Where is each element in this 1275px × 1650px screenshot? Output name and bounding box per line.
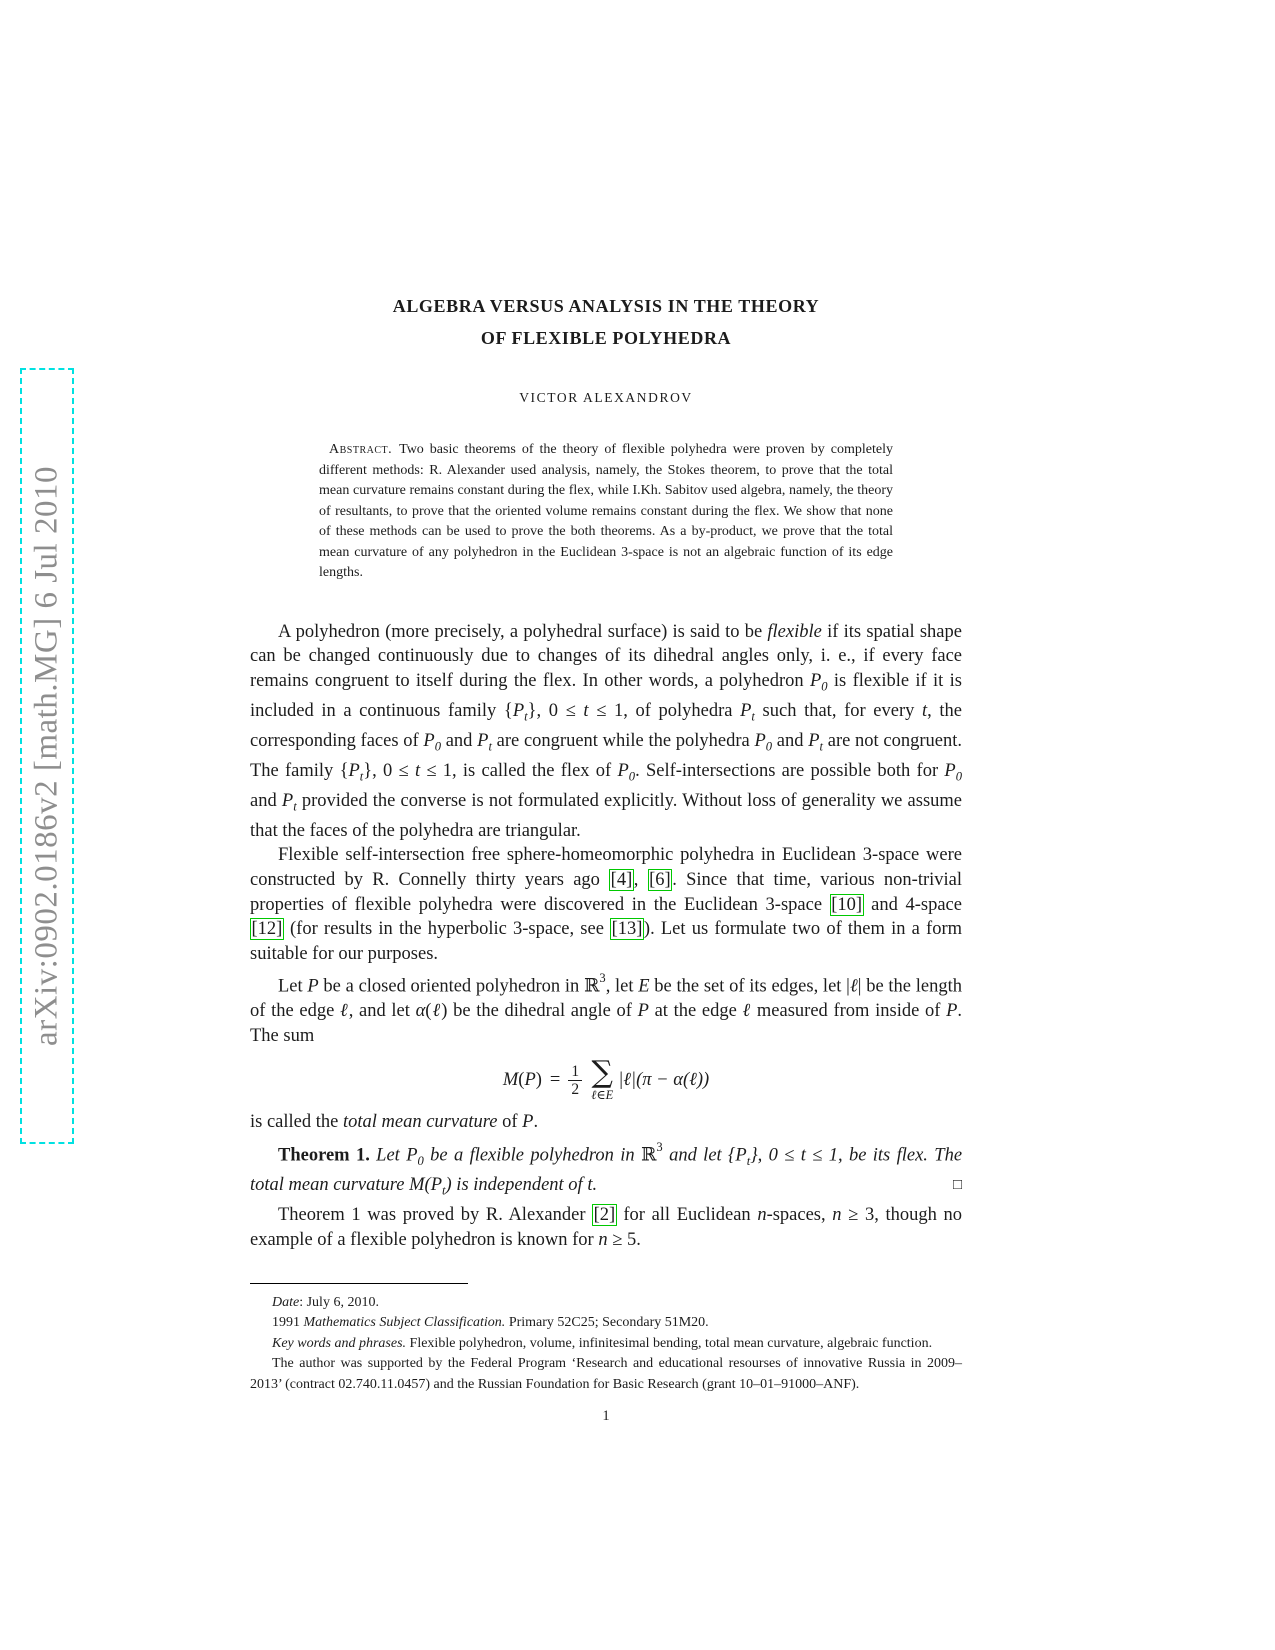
text-run: total mean curvature [342,1112,498,1133]
text-run: Flexible self-intersection free sphere-homeomorphic polyhedra in Euclidean 3-space were constructed by R. Connelly thirty years ago [250,845,962,890]
text-run: P [735,1145,747,1166]
text-run: n [757,1205,767,1226]
formula-equals: = [549,1070,561,1091]
text-run: ℝ [584,975,600,997]
text-run: and [441,730,478,751]
footnotes [250,1283,962,1396]
text-run: : July 6, 2010. [299,1294,379,1310]
text-run: be a flexible polyhedron in [423,1145,642,1166]
citation-link[interactable]: [2] [593,1205,616,1226]
citation-link[interactable]: [12] [251,919,283,940]
text-run: . [592,1175,598,1196]
text-run: t [488,739,492,754]
text-run: P [477,730,489,751]
text-run: P [944,760,956,781]
page-number: 1 [602,1408,610,1425]
text-run: Theorem 1 was proved by R. Alexander [278,1205,593,1226]
citation-link[interactable]: [4] [610,869,633,890]
text-run: }, 0 ≤ [527,700,584,721]
text-run: Mathematics Subject Classification. [303,1315,506,1331]
text-run: ≤ 1, be its flex. The total mean curvature [250,1145,963,1196]
text-run: P [512,700,525,721]
text-run: Let [278,976,308,997]
text-run: ) be the dihedral angle of [441,1001,638,1022]
text-run: Date [272,1294,300,1310]
text-run: P [423,730,435,751]
text-run: t [359,769,364,784]
text-run: be the set of its edges, let | [649,976,850,997]
text-run: ( [424,1175,431,1196]
text-run: t [746,1153,751,1168]
text-run: t [800,1145,806,1166]
paragraph-1 [250,620,962,844]
citation-link[interactable]: [6] [649,869,671,890]
text-run: ℓ [849,976,858,997]
text-run: M [409,1175,425,1196]
text-run: E [638,976,650,997]
paragraph-2 [250,843,962,966]
text-run: -spaces, [766,1205,833,1226]
text-run: n [598,1230,608,1251]
text-run: , [633,869,648,890]
text-run: . Since that time, various non-trivial properties of flexible polyhedra were discovered in the Euclidean 3-space [250,869,963,915]
text-run: The author was supported by the Federal Program ‘Research and educational resourses of innovative Russia in 2009–2013’ (contract 02.740.11.0457) and the Russian Foundation for Basic Research (grant 10–01–91000–ANF). [250,1356,962,1392]
formula-sum [591,1055,614,1103]
text-run: , let [605,976,639,997]
abstract-label: Abstract. [329,442,393,457]
paper-title-line1: ALGEBRA VERSUS ANALYSIS IN THE THEORY [392,296,820,316]
paper-author: VICTOR ALEXANDROV [519,390,693,405]
text-run: ( [518,1070,525,1091]
text-run: ℓ [742,1001,752,1022]
footnote-date [250,1293,962,1314]
text-run: . The sum [250,1001,962,1046]
text-run: ≤ 1, is called the flex of [420,760,618,781]
text-run: 3 [656,1140,663,1155]
text-run: . Self-intersections are possible both for [635,760,945,781]
text-run: P [307,976,319,997]
text-run: ℓ [339,1001,349,1022]
text-run: P [406,1145,418,1166]
text-run: Primary 52C25; Secondary 51M20. [505,1315,709,1331]
sigma-symbol: ∑ [591,1055,613,1091]
qed-symbol: □ [952,1177,962,1194]
text-run: 0 [821,679,828,694]
abstract [319,440,893,584]
text-run: (for results in the hyperbolic 3-space, see [283,919,611,940]
text-run: ≤ 1, of polyhedra [588,700,741,721]
text-run: }, 0 ≤ [750,1145,801,1166]
text-run: ≥ 3, though no example of a flexible polyhedron is known for [250,1205,963,1251]
formula-numerator: 1 [571,1062,580,1080]
text-run: ) is independent of [445,1175,588,1196]
text-run: if its spatial shape can be changed continuously due to changes of its dihedral angles only, i. e., if every face remains congruent to itself during the flex. In other words, a polyhedron [250,621,962,691]
text-run: 0 [628,769,636,784]
text-run: P [637,1001,649,1022]
text-run: P [740,700,752,721]
footnote-funding [250,1354,962,1395]
text-run: P [524,1070,536,1091]
text-run: ℝ [641,1144,657,1166]
text-run: Theorem 1. [278,1145,370,1166]
text-run: flexible [767,621,822,642]
text-run: 0 [434,739,441,754]
footnote-msc [250,1313,962,1334]
text-run: and 4-space [863,894,962,915]
text-run: P [522,1112,534,1133]
text-run: for all Euclidean [616,1205,758,1226]
text-run: M [502,1070,519,1091]
text-run: t [922,700,928,721]
text-run: . [533,1112,539,1133]
text-run: ( [425,1001,432,1022]
text-run: provided the converse is not formulated explicitly. Without loss of generality we assume that the faces of the polyhedra are triangular. [250,790,963,841]
text-run: P [617,760,629,781]
text-run: n [832,1205,842,1226]
text-run: are not congruent. The family { [250,730,962,781]
formula-denominator: 2 [568,1080,582,1098]
formula-fraction [568,1063,582,1098]
text-run: is called the [250,1112,343,1133]
total-mean-curvature-formula [250,1055,962,1103]
text-run: t [583,700,589,721]
text-run: ℓ [431,1001,442,1022]
text-run: and [772,730,809,751]
text-run: P [808,730,820,751]
citation-link[interactable]: [13] [611,919,643,940]
text-run: of [497,1112,523,1133]
text-run: t [524,709,528,724]
paper-title [250,290,962,354]
text-run: is flexible if it is included in a continuous family { [250,670,962,721]
text-run: t [587,1175,593,1196]
text-run: P [809,670,822,691]
text-run: 1991 [272,1315,304,1331]
paragraph-5 [250,1203,962,1252]
text-run: t [293,799,297,814]
text-run: P [946,1001,958,1022]
text-run: be a closed oriented polyhedron in [318,976,585,997]
paragraph-3 [250,966,962,1048]
paper-body [250,620,962,1253]
footnote-keywords [250,1334,962,1355]
text-run: ≥ 5. [607,1230,641,1251]
citation-link[interactable]: [10] [831,894,863,915]
text-run: t [442,1183,446,1198]
text-run: 0 [955,769,962,784]
text-run: Key words and phrases. [272,1335,407,1351]
text-run: 0 [765,739,773,754]
text-run: Flexible polyhedron, volume, infinitesimal bending, total mean curvature, algebraic function. [406,1335,933,1351]
text-run: A polyhedron (more precisely, a polyhedral surface) is said to be [278,621,768,642]
text-run: | be the length of the edge [250,976,962,1022]
text-run: and let { [662,1145,736,1166]
text-run: measured from inside of [751,1001,947,1022]
text-run: t [414,760,421,781]
text-run: P [281,790,294,811]
theorem-1 [250,1135,962,1203]
text-run: Let [369,1145,407,1166]
text-run: P [430,1175,443,1196]
text-run: P [348,760,360,781]
formula-lhs [503,1068,542,1093]
text-run: , the corresponding faces of [250,700,962,751]
arxiv-stamp-text: arXiv:0902.0186v2 [math.MG] 6 Jul 2010 [28,466,65,1046]
abstract-text: Two basic theorems of the theory of flexible polyhedra were proven by completely different methods: R. Alexander used analysis, namely, the Stokes theorem, to prove that the total mean curvature remains constant during the flex, while I.Kh. Sabitov used algebra, namely, the theory of resultants, to prove that the oriented volume remains constant during the flex. We show that none of these methods can be used to prove the both theorems. As a by-product, we prove that the total mean curvature of any polyhedron in the Euclidean 3-space is not an algebraic function of its edge lengths. [319,442,893,580]
text-run: t [751,709,755,724]
text-run: at the edge [648,1001,743,1022]
text-run: 0 [417,1153,424,1168]
formula-term: |ℓ|(π − α(ℓ)) [618,1070,710,1091]
text-run: and [250,790,282,811]
text-run: ) [535,1070,542,1091]
text-run: such that, for every [754,700,922,721]
paper-content-column [250,290,962,1425]
text-run: 3 [599,971,606,986]
text-run: , and let [348,1001,416,1022]
text-run: P [754,730,766,751]
text-run: are congruent while the polyhedra [491,730,755,751]
sum-subscript: ℓ∈E [591,1088,614,1103]
paper-title-line2: OF FLEXIBLE POLYHEDRA [480,328,732,348]
arxiv-stamp-box [20,368,74,1144]
text-run: t [819,739,824,754]
text-run: }, 0 ≤ [363,760,415,781]
text-run: ). Let us formulate two of them in a form suitable for our purposes. [250,919,962,964]
footnote-rule [250,1283,468,1284]
text-run: α [415,1001,426,1022]
paragraph-4 [250,1110,962,1135]
